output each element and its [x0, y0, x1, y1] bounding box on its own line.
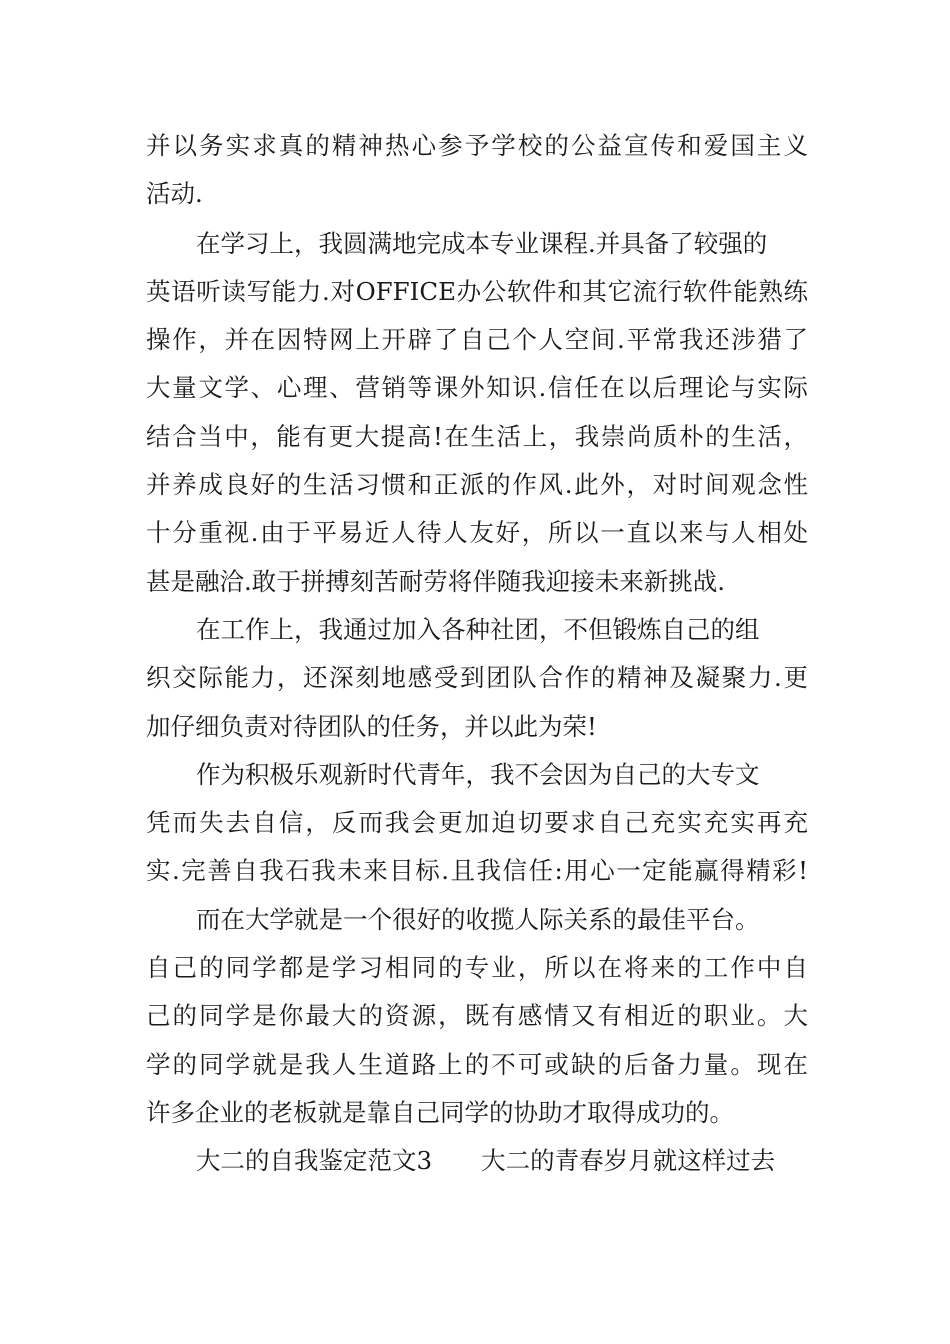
paragraph-1: [146, 122, 808, 219]
text-line: 结合当中，能有更大提高!在生活上，我崇尚质朴的生活，: [146, 421, 808, 451]
text-line: 己的同学是你最大的资源，既有感情又有相近的职业。大: [146, 1001, 808, 1031]
paragraph-4: [146, 751, 808, 896]
text-line: 操作，并在因特网上开辟了自己个人空间.平常我还涉猎了: [146, 325, 808, 355]
text-line: 实.完善自我石我未来目标.且我信任:用心一定能赢得精彩!: [146, 856, 808, 886]
text-line: 织交际能力，还深刻地感受到团队合作的精神及凝聚力.更: [146, 663, 808, 693]
text-line: 并以务实求真的精神热心参予学校的公益宣传和爱国主义: [146, 131, 808, 160]
text-line: 十分重视.由于平易近人待人友好，所以一直以来与人相处: [146, 518, 808, 548]
document-body: [146, 122, 808, 1186]
text-line: 甚是融洽.敢于拼搏刻苦耐劳将伴随我迎接未来新挑战.: [146, 566, 726, 596]
text-line: 而在大学就是一个很好的收揽人际关系的最佳平台。: [196, 904, 760, 934]
paragraph-2: [146, 220, 808, 606]
text-line: 学的同学就是我人生道路上的不可或缺的后备力量。现在: [146, 1049, 808, 1079]
text-line: 在学习上，我圆满地完成本专业课程.并具备了较强的: [196, 228, 768, 258]
text-line: 英语听读写能力.对OFFICE办公软件和其它流行软件能熟练: [146, 276, 808, 306]
section-heading-line: 大二的自我鉴定范文3 大二的青春岁月就这样过去: [196, 1146, 776, 1176]
text-line: 活动.: [146, 179, 203, 209]
paragraph-5: [146, 896, 808, 1137]
text-line: 加仔细负责对待团队的任务，并以此为荣!: [146, 711, 597, 741]
text-line: 凭而失去自信，反而我会更加迫切要求自己充实充实再充: [146, 808, 808, 838]
text-line: 自己的同学都是学习相同的专业，所以在将来的工作中自: [146, 953, 808, 983]
text-line: 许多企业的老板就是靠自己同学的协助才取得成功的。: [146, 1097, 734, 1127]
text-line: 大量文学、心理、营销等课外知识.信任在以后理论与实际: [146, 373, 808, 403]
paragraph-6: [146, 1137, 808, 1185]
text-line: 在工作上，我通过加入各种社团，不但锻炼自己的组: [196, 614, 760, 644]
text-line: 并养成良好的生活习惯和正派的作风.此外，对时间观念性: [146, 470, 808, 500]
paragraph-3: [146, 606, 808, 751]
text-line: 作为积极乐观新时代青年，我不会因为自己的大专文: [196, 759, 760, 789]
